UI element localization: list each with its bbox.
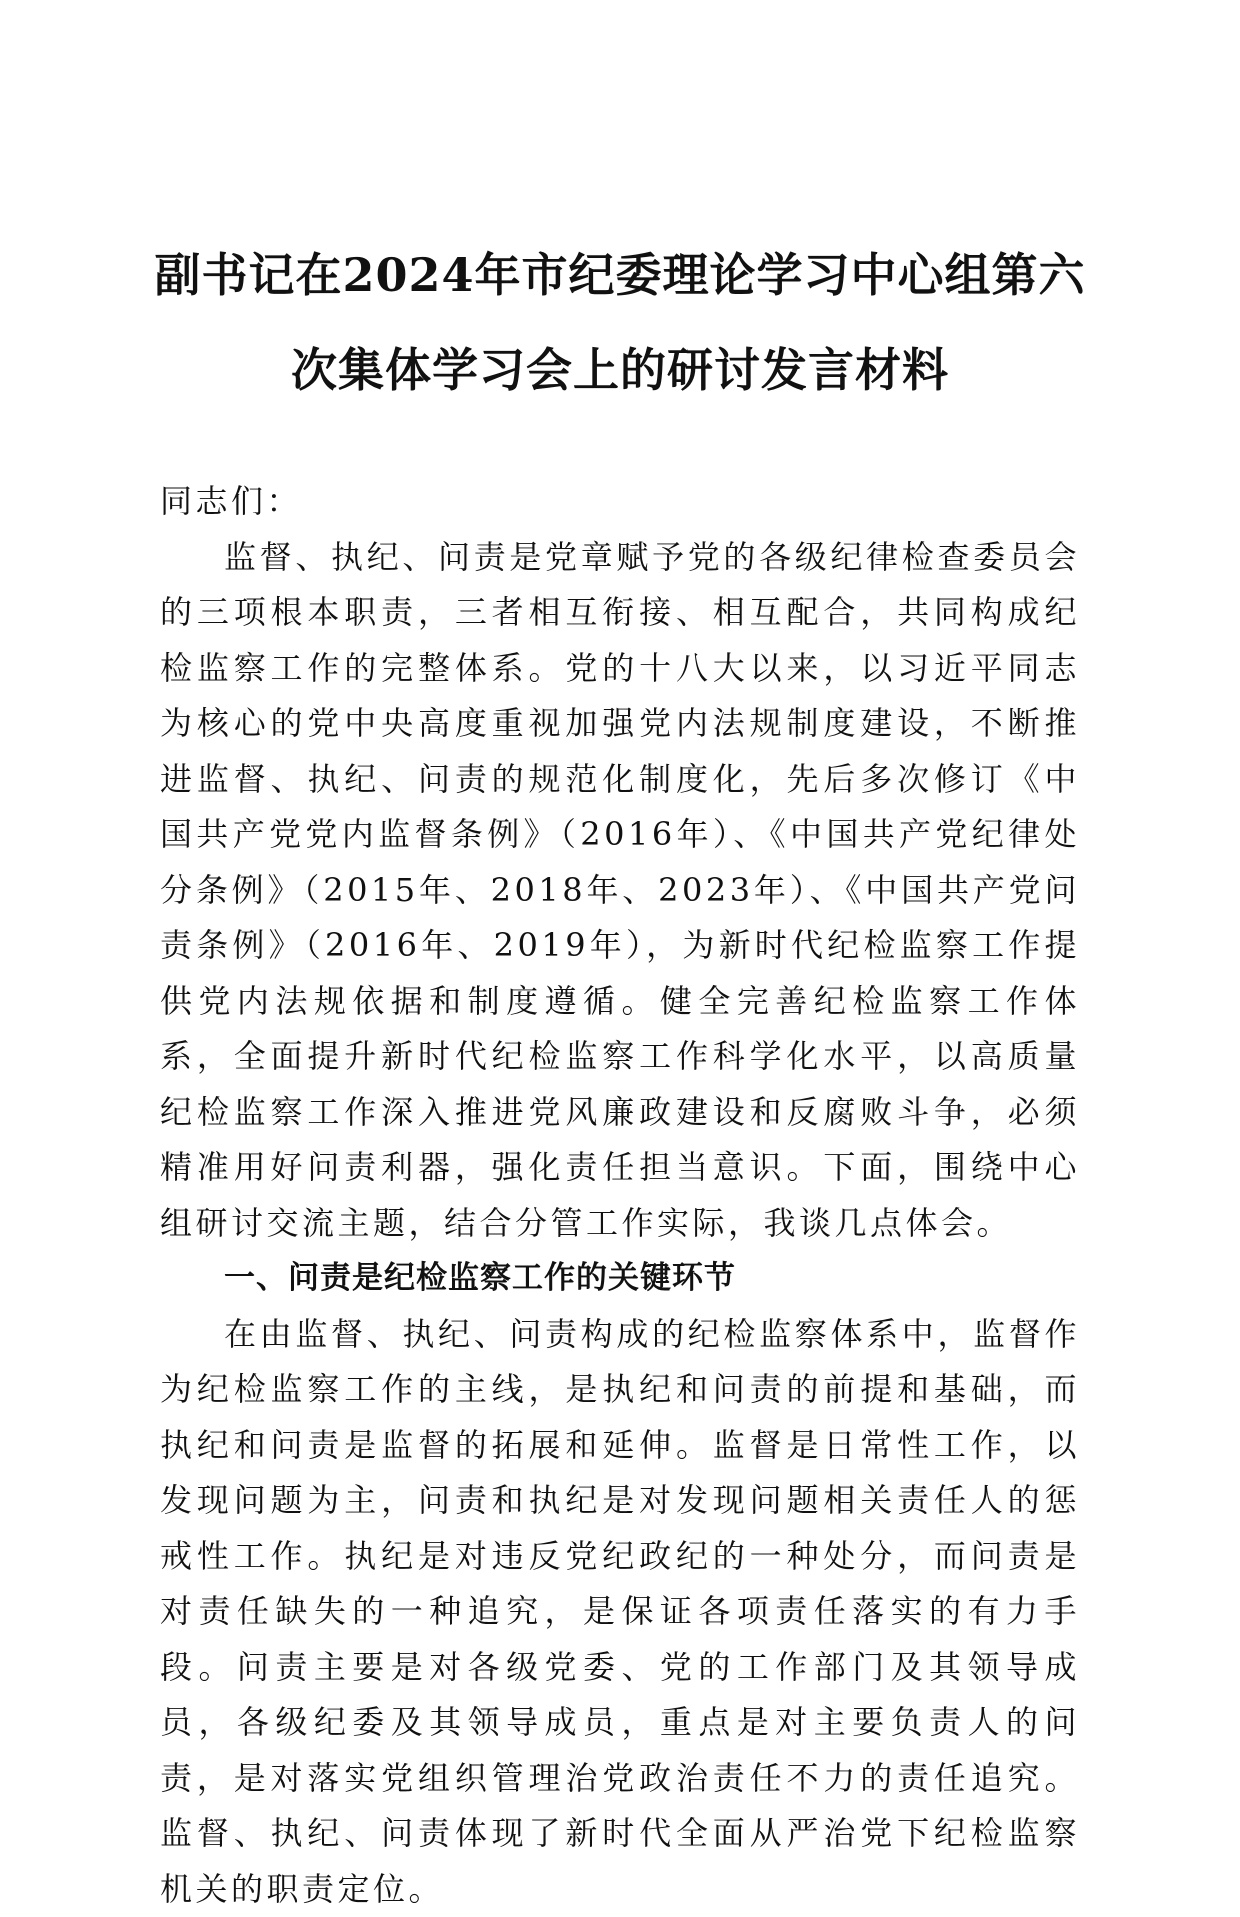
paragraph-intro: 监督、执纪、问责是党章赋予党的各级纪律检查委员会的三项根本职责，三者相互衔接、相互配合，共同构成纪检监察工作的完整体系。党的十八大以来，以习近平同志为核心的党中央高度重视加强党内法规制度建设，不断推进监督、执纪、问责的规范化制度化，先后多次修订《中国共产党党内监督条例》（2016年）、《中国共产党纪律处分条例》（2015年、2018年、2023年）、《中国共产党问责条例》（2016年、2019年），为新时代纪检监察工作提供党内法规依据和制度遵循。健全完善纪检监察工作体系，全面提升新时代纪检监察工作科学化水平，以高质量纪检监察工作深入推进党风廉政建设和反腐败斗争，必须精准用好问责利器，强化责任担当意识。下面，围绕中心组研讨交流主题，结合分管工作实际，我谈几点体会。 [160,530,1080,1252]
salutation: 同志们： [160,474,1080,530]
paragraph-section-1: 在由监督、执纪、问责构成的纪检监察体系中，监督作为纪检监察工作的主线，是执纪和问责的前提和基础，而执纪和问责是监督的拓展和延伸。监督是日常性工作，以发现问题为主，问责和执纪是对发现问题相关责任人的惩戒性工作。执纪是对违反党纪政纪的一种处分，而问责是对责任缺失的一种追究，是保证各项责任落实的有力手段。问责主要是对各级党委、党的工作部门及其领导成员，各级纪委及其领导成员，重点是对主要负责人的问责，是对落实党组织管理治党政治责任不力的责任追究。监督、执纪、问责体现了新时代全面从严治党下纪检监察机关的职责定位。 [160,1307,1080,1917]
title-line-1: 副书记在2024年市纪委理论学习中心组第六 [140,228,1100,323]
section-heading-1: 一、问责是纪检监察工作的关键环节 [160,1251,1080,1307]
title-line-2: 次集体学习会上的研讨发言材料 [140,323,1100,418]
document-body [160,474,1080,1917]
document-title [140,228,1100,418]
